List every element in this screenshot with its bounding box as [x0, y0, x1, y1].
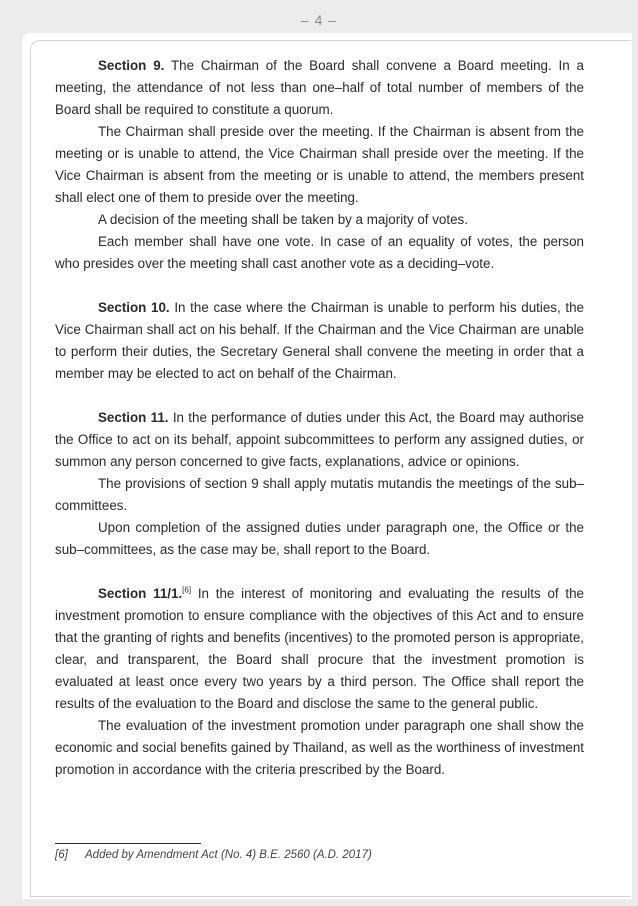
- section-11-1-paragraph: [55, 583, 584, 715]
- section-11-1-paragraph-2: The evaluation of the investment promotion under paragraph one shall show the economic and social benefits gained by Thailand, as well as the worthiness of investment promotion in accordance with the criteria prescribed by the Board.: [55, 718, 584, 777]
- section-10-text: In the case where the Chairman is unable to perform his duties, the Vice Chairman shall act on his behalf. If the Chairman and the Vice Chairman are unable to perform their duties, the Secretary General shall convene the meeting in order that a member may be elected to act on behalf of the Chairman.: [55, 300, 584, 381]
- section-9-paragraph-3: A decision of the meeting shall be taken by a majority of votes.: [98, 212, 468, 227]
- section-11-paragraph: [55, 407, 584, 473]
- section-11-1-text: In the interest of monitoring and evaluating the results of the investment promotion to ensure compliance with the objectives of this Act and to ensure that the granting of rights and benefits (incentives) to the promoted person is appropriate, clear, and transparent, the Board shall procure that the investment promotion is evaluated at least once every two years by a third person. The Office shall report the results of the evaluation to the Board and disclose the same to the general public.: [55, 586, 584, 711]
- document-body: [55, 55, 584, 781]
- section-11-1-label: Section 11/1.: [98, 586, 183, 601]
- section-10-label: Section 10.: [98, 300, 170, 315]
- section-9-text: The Chairman of the Board shall convene a Board meeting. In a meeting, the attendance of not less than one–half of total number of members of the Board shall be required to constitute a quorum.: [55, 58, 584, 117]
- footnote-marker[interactable]: [6]: [182, 585, 192, 595]
- section-9-paragraph-4: Each member shall have one vote. In case of an equality of votes, the person who presides over the meeting shall cast another vote as a deciding–vote.: [55, 234, 584, 271]
- section-10-paragraph: [55, 297, 584, 385]
- section-9-paragraph-2: The Chairman shall preside over the meeting. If the Chairman is absent from the meeting or is unable to attend, the Vice Chairman shall preside over the meeting. If the Vice Chairman is absent from the meeting or is unable to attend, the members present shall elect one of them to preside over the meeting.: [55, 124, 584, 205]
- section-9-paragraph: [55, 55, 584, 121]
- footnote-divider: [55, 843, 201, 844]
- section-11-paragraph-3: Upon completion of the assigned duties under paragraph one, the Office or the sub–committees, as the case may be, shall report to the Board.: [55, 520, 584, 557]
- section-11-label: Section 11.: [98, 410, 169, 425]
- section-11-text: In the performance of duties under this Act, the Board may authorise the Office to act on its behalf, appoint subcommittees to perform any assigned duties, or summon any person concerned to give facts, explanations, advice or opinions.: [55, 410, 584, 469]
- section-9-label: Section 9.: [98, 58, 165, 73]
- section-11-paragraph-2: The provisions of section 9 shall apply mutatis mutandis the meetings of the sub–committees.: [55, 476, 584, 513]
- footnote-ref: [6]: [55, 849, 68, 861]
- footnote: [55, 849, 372, 861]
- page-number: – 4 –: [300, 12, 338, 28]
- footnote-text: Added by Amendment Act (No. 4) B.E. 2560 (A.D. 2017): [85, 849, 372, 861]
